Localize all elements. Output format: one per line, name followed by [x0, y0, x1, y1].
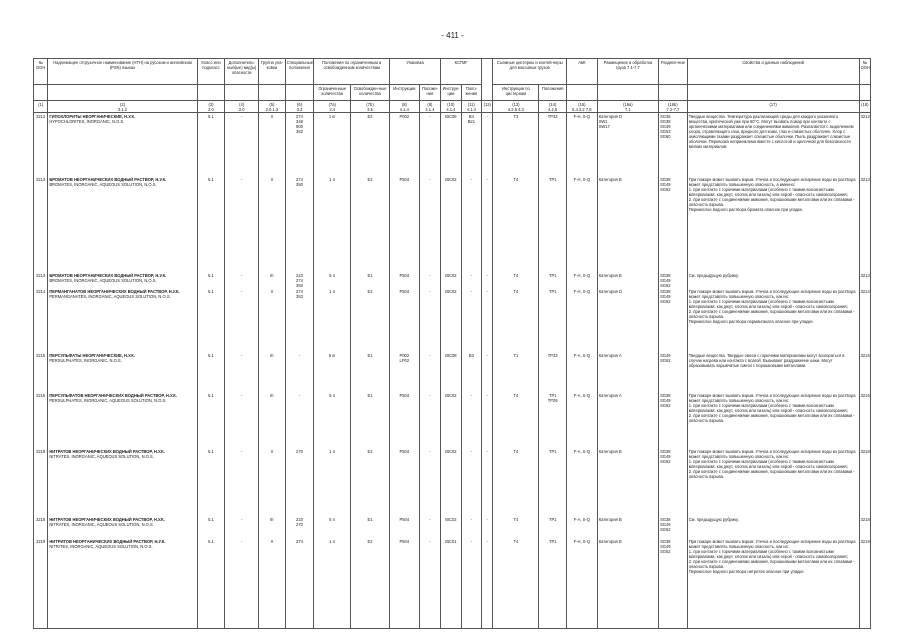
packing-provision-cell: - [419, 539, 441, 629]
ibc-instruction-cell: IBC02 [441, 449, 461, 517]
shipping-name-ru: БРОМАТОВ НЕОРГАНИЧЕСКИХ ВОДНЫЙ РАСТВОР, Н.У.К. [49, 273, 167, 278]
colnum: (3) [208, 101, 214, 107]
stowage-cell: Категория B [597, 539, 658, 629]
column-12-cell: - [482, 517, 493, 539]
colref: 3.1.2 [117, 106, 128, 112]
un-number-cell: 3213 [34, 177, 48, 273]
packing-instruction-cell: P504 [390, 273, 420, 289]
header-special-provisions: Специальные положения [285, 59, 314, 85]
colref: 2.0.1.3 [265, 106, 279, 112]
properties-cell: Твердые вещества. Температура разлагающей среды для каждого указанного вещества, критической уже при 60°C. Могут вызвать пожар при контакте с органическими материалами или соединениями аммония. Разлагаются с выделением хлора, отравляющего газа, вредного для кожи, глаз и слизистых оболочек. Хлор с окисляющими газами раздражает слизистые оболочки. Пыль раздражает слизистые оболочки. Перевозка неприемлема вместе с кислотой и щелочной для безопасности мелких материалов. [687, 113, 859, 177]
tank-instruction-cell: T4 [493, 177, 539, 273]
column-12-cell: - [482, 289, 493, 353]
header-subsidiary-risk: Дополнитель-ный(ые) вид(ы) опасности [225, 59, 259, 85]
stowage-cell: Категория B [597, 449, 658, 517]
shipping-name-ru: ПЕРМАНГАНАТОВ НЕОРГАНИЧЕСКИХ ВОДНЫЙ РАСТВОР, Н.У.К. [49, 289, 180, 294]
table-row [34, 517, 871, 539]
packing-instruction-cell: P504 [390, 177, 420, 273]
ibc-instruction-cell: IBC02 [441, 289, 461, 353]
colref: 5.4.3.2 7.8 [572, 106, 592, 112]
properties-cell: При пожаре может вызвать взрыв. Утечка и последующее испарение воды из раствора может представлять повышенную опасность, а именно: 1. при контакте с горючими материалами (особенно с такими волокнистыми материалами, как джут, хлопок или сизаль) или серой - опасность самовозгорания; 2. при контакте с соединениями аммония, порошковыми металлами или их сплавами - опасность взрыва. Перекислое водного раствора бромата опасное при упадке. [687, 177, 859, 273]
header-ems: АвК [567, 59, 598, 85]
header-packaging: Упаковка [390, 59, 441, 85]
ibc-provision-cell: - [461, 517, 481, 539]
colref: 2.0 [208, 106, 214, 112]
tank-instruction-cell: T4 [493, 393, 539, 449]
class-cell: 5.1 [197, 353, 225, 393]
colnum: (2) [119, 101, 125, 107]
class-cell: 5.1 [197, 449, 225, 517]
table-row [34, 449, 871, 517]
excepted-quantity-cell: E1 [351, 517, 390, 539]
packing-instruction-cell: P002 LP02 [390, 353, 420, 393]
header-segregation: Разделе-ние [659, 59, 688, 85]
class-cell: 5.1 [197, 539, 225, 629]
shipping-name-en: PERSULPHATES, INORGANIC, N.O.S. [49, 358, 122, 363]
header-tank-instructions: Инструкции по цистернам [493, 85, 539, 101]
colref: 4.2.5 4.3 [507, 106, 524, 112]
colnum: (7a) [328, 101, 336, 107]
header-packing-provisions: Положе-ния [419, 85, 441, 101]
header-ibc-instructions: Инструк-ции [441, 85, 461, 101]
colnum: (9) [427, 101, 433, 107]
ibc-provision-cell: B3 [461, 353, 481, 393]
header-un-number: № ООН [34, 59, 48, 85]
excepted-quantity-cell: E2 [351, 113, 390, 177]
colnum: (10) [447, 101, 455, 107]
shipping-name-ru: ПЕРСУЛЬФАТЫ НЕОРГАНИЧЕСКИЕ, Н.У.К. [49, 353, 135, 358]
segregation-cell: SG38 SG49 SG62 [659, 273, 688, 289]
properties-cell: При пожаре может вызвать взрыв. Утечка и последующее испарение воды из раствора может представлять повышенную опасность, как их: 1. при контакте с горючими материалами (особенно с такими волокнистыми материалами, как джут, хлопок или сизаль) или серой - опасность самовозгорания; 2. при контакте с соединениями аммония, порошковыми металлами или их сплавами - опасность взрыва. [687, 393, 859, 449]
packing-instruction-cell: P002 [390, 113, 420, 177]
shipping-name-en: HYPOCHLORITES, INORGANIC, N.O.S. [49, 118, 125, 124]
shipping-name-cell [48, 517, 197, 539]
header-excepted-qty: Освобожден-ные количества [351, 85, 390, 101]
segregation-cell: SG38 SG49 SG62 [659, 177, 688, 273]
table-row [34, 539, 871, 629]
packing-group-cell: III [259, 517, 286, 539]
shipping-name-en: NITRATES, INORGANIC, AQUEOUS SOLUTION, N.O.S. [49, 454, 154, 459]
segregation-cell: SG38 SG49 SG62 [659, 393, 688, 449]
packing-group-cell: III [259, 393, 286, 449]
tank-provision-cell: TP1 [539, 517, 567, 539]
tank-provision-cell: TP1 [539, 289, 567, 353]
ems-cell: F-A, S-Q [567, 449, 598, 517]
un-number-right-cell: 3214 [859, 289, 870, 353]
shipping-name-en: BROMATES, INORGANIC, AQUEOUS SOLUTION, N.O.S. [49, 182, 157, 187]
un-number-right-cell: 3213 [859, 177, 870, 273]
shipping-name-en: PERMANGANATES, INORGANIC, AQUEOUS SOLUTION, N.O.S. [49, 294, 171, 299]
class-cell: 5.1 [197, 273, 225, 289]
column-12-cell: - [482, 449, 493, 517]
limited-quantity-cell: 5 л [314, 517, 351, 539]
colnum: (17) [769, 101, 777, 107]
colnum: (14) [549, 101, 557, 107]
table-row [34, 273, 871, 289]
un-number-cell: 3216 [34, 393, 48, 449]
limited-quantity-cell: 5 л [314, 393, 351, 449]
shipping-name-cell [48, 177, 197, 273]
subsidiary-risk-cell: - [225, 113, 259, 177]
un-number-right-cell: 3216 [859, 393, 870, 449]
colnum: (8) [401, 101, 407, 107]
colref: 4.1.4 [399, 106, 409, 112]
properties-cell: См. предыдущую рубрику. [687, 517, 859, 539]
packing-instruction-cell: P504 [390, 517, 420, 539]
ems-cell: F-H, S-Q [567, 289, 598, 353]
tank-provision-cell: TP1 [539, 449, 567, 517]
header-packing-instructions: Инструкции [390, 85, 420, 101]
ibc-provision-cell: - [461, 289, 481, 353]
colnum: (4) [239, 101, 245, 107]
colnum: (7b) [366, 101, 374, 107]
stowage-cell: Категория A [597, 393, 658, 449]
packing-instruction-cell: P504 [390, 393, 420, 449]
packing-group-cell: III [259, 353, 286, 393]
colref: 4.1.4 [466, 106, 476, 112]
header-limited-quantities: Положения по ограниченным и освобожденным количествам [314, 59, 390, 85]
un-number-cell: 3213 [34, 273, 48, 289]
special-provisions-cell: - [285, 393, 314, 449]
special-provisions-cell: 274 349 900 382 [285, 113, 314, 177]
un-number-right-cell: 3218 [859, 449, 870, 517]
shipping-name-en: NITRITES, INORGANIC, AQUEOUS SOLUTION, N.O.S. [49, 544, 153, 549]
class-cell: 5.1 [197, 289, 225, 353]
excepted-quantity-cell: E2 [351, 177, 390, 273]
ibc-instruction-cell: IBC02 [441, 273, 461, 289]
packing-group-cell: II [259, 539, 286, 629]
ems-cell: F-H, S-Q [567, 113, 598, 177]
tank-provision-cell: TP1 [539, 273, 567, 289]
properties-cell: При пожаре может вызвать взрыв. Утечка и последующее испарение воды из раствора может представлять повышенную опасность, как их: 1. при контакте с горючими материалами (особенно с такими волокнистыми материалами, как джут, хлопок или сизаль) или серой - опасность самовозгорания; 2. при контакте с соединениями аммония, порошковыми металлами или их сплавами - опасность взрыва. Перекислое водного раствора нитритов опасное при упадке. [687, 539, 859, 629]
limited-quantity-cell: 5 л [314, 273, 351, 289]
tank-instruction-cell: T4 [493, 273, 539, 289]
packing-group-cell: II [259, 177, 286, 273]
colnum: (16a) [623, 101, 633, 107]
tank-instruction-cell: T3 [493, 113, 539, 177]
table-row [34, 177, 871, 273]
excepted-quantity-cell: E2 [351, 449, 390, 517]
properties-cell: При пожаре может вызвать взрыв. Утечка и последующее испарение воды из раствора может представлять повышенную опасность, как их: 1. при контакте с горючими материалами (особенно с такими волокнистыми материалами, как джут, хлопок или сизаль) или серой - опасность самовозгорания; 2. при контакте с соединениями аммония, порошковыми металлами или их сплавами - опасность взрыва. Перекислое водного раствора перманганата опасное при упадке. [687, 289, 859, 353]
ems-cell: F-A, S-Q [567, 353, 598, 393]
limited-quantity-cell: 5 кг [314, 353, 351, 393]
column-12-cell: - [482, 539, 493, 629]
column-12-cell: - [482, 273, 493, 289]
stowage-cell: Категория B [597, 177, 658, 273]
subsidiary-risk-cell: - [225, 539, 259, 629]
stowage-cell: Категория D [597, 289, 658, 353]
shipping-name-en: NITRATES, INORGANIC, AQUEOUS SOLUTION, N.O.S. [49, 522, 154, 527]
packing-group-cell: III [259, 273, 286, 289]
subsidiary-risk-cell: - [225, 289, 259, 353]
packing-provision-cell: - [419, 289, 441, 353]
colref: 2.0 [238, 106, 245, 112]
tank-instruction-cell: T4 [493, 539, 539, 629]
column-12-cell: - [482, 177, 493, 273]
column-12-cell: - [482, 113, 493, 177]
shipping-name-cell [48, 539, 197, 629]
ibc-instruction-cell: IBC02 [441, 517, 461, 539]
shipping-name-cell [48, 449, 197, 517]
special-provisions-cell: 274 350 [285, 177, 314, 273]
un-number-right-cell: 3212 [859, 113, 870, 177]
column-12-cell: - [482, 393, 493, 449]
ems-cell: F-H, S-Q [567, 539, 598, 629]
shipping-name-ru: БРОМАТОВ НЕОРГАНИЧЕСКИХ ВОДНЫЙ РАСТВОР, Н.У.К. [49, 177, 167, 182]
packing-instruction-cell: P504 [390, 449, 420, 517]
packing-provision-cell: - [419, 273, 441, 289]
un-number-cell: 3218 [34, 449, 48, 517]
colref: 4.1.4 [446, 106, 456, 112]
packing-provision-cell: - [419, 449, 441, 517]
ibc-instruction-cell: IBC02 [441, 177, 461, 273]
un-number-cell: 3212 [34, 113, 48, 177]
ems-cell: F-A, S-Q [567, 393, 598, 449]
tank-instruction-cell: T4 [493, 517, 539, 539]
ibc-provision-cell: B4 B21 [461, 113, 481, 177]
colref: 7.1 [625, 106, 631, 112]
colref: 4.1.4 [425, 106, 435, 112]
page-number: - 411 - [441, 31, 464, 40]
segregation-cell: SG49 SG62 [659, 353, 688, 393]
ibc-provision-cell: - [461, 539, 481, 629]
table-row [34, 289, 871, 353]
excepted-quantity-cell: E2 [351, 539, 390, 629]
properties-cell: Твердые вещества. Твердые смеси с горючими материалами могут возгораться в случае нагрева или контакта с влагой. Вызывают раздражение кожи. Могут образовывать взрывчатые смеси с порошковыми металлами. [687, 353, 859, 393]
tank-instruction-cell: T1 [493, 353, 539, 393]
segregation-cell: SG38 SG49 SG62 [659, 449, 688, 517]
header-ibc-provisions: Поло-жения [461, 85, 481, 101]
colref: 3.4 [329, 106, 336, 112]
packing-instruction-cell: P504 [390, 539, 420, 629]
excepted-quantity-cell: E1 [351, 393, 390, 449]
subsidiary-risk-cell: - [225, 177, 259, 273]
colref: 3.5 [367, 106, 373, 112]
table-row [34, 113, 871, 177]
table-body [34, 113, 871, 629]
limited-quantity-cell: 1 л [314, 289, 351, 353]
colref: 3.3 [296, 106, 303, 112]
special-provisions-cell: 223 270 [285, 517, 314, 539]
colnum: (15) [578, 101, 586, 107]
limited-quantity-cell: 1 л [314, 177, 351, 273]
un-number-right-cell: 3219 [859, 539, 870, 629]
packing-instruction-cell: P504 [390, 289, 420, 353]
special-provisions-cell: 274 353 [285, 289, 314, 353]
ibc-provision-cell: - [461, 273, 481, 289]
ems-cell: F-H, S-Q [567, 273, 598, 289]
colnum: (13) [512, 101, 520, 107]
properties-cell: См. предыдущую рубрику. [687, 273, 859, 289]
tank-provision-cell: TP33 [539, 113, 567, 177]
colref: 7.2-7.7 [666, 106, 680, 112]
ibc-instruction-cell: IBC08 [441, 113, 461, 177]
shipping-name-ru: ГИПОХЛОРИТЫ НЕОРГАНИЧЕСКИЕ, Н.У.К. [49, 113, 136, 119]
special-provisions-cell: 270 [285, 449, 314, 517]
header-stowage: Размещение и обработка груза 7.1-7.7 [597, 59, 658, 85]
stowage-cell: Категория A [597, 353, 658, 393]
shipping-name-ru: НИТРАТОВ НЕОРГАНИЧЕСКИХ ВОДНЫЙ РАСТВОР, Н.У.К. [49, 449, 165, 454]
dangerous-goods-list-table [33, 58, 871, 629]
header-packing-group: Группа упа-ковки [259, 59, 286, 85]
subsidiary-risk-cell: - [225, 393, 259, 449]
properties-cell: При пожаре может вызвать взрыв. Утечка и последующее испарение воды из раствора может представлять повышенную опасность, как их: 1. при контакте с горючими материалами (особенно с такими волокнистыми материалами, как джут, хлопок или сизаль) или серой - опасность самовозгорания; 2. при контакте с соединениями аммония, порошковыми металлами или их сплавами - опасность взрыва. [687, 449, 859, 517]
special-provisions-cell: 223 274 350 [285, 273, 314, 289]
special-provisions-cell: - [285, 353, 314, 393]
shipping-name-en: BROMATES, INORGANIC, AQUEOUS SOLUTION, N.O.S. [49, 278, 157, 283]
un-number-cell: 3219 [34, 539, 48, 629]
header-portable-tanks: Съемные цистерны и контей-неры для массовых грузов [493, 59, 567, 85]
tank-provision-cell: TP1 [539, 177, 567, 273]
table-row [34, 393, 871, 449]
segregation-cell: SG38 SG49 SG62 [659, 539, 688, 629]
limited-quantity-cell: 1 л [314, 539, 351, 629]
shipping-name-ru: НИТРИТОВ НЕОРГАНИЧЕСКИХ ВОДНЫЙ РАСТВОР, Н.У.К. [49, 539, 166, 544]
colnum: (1) [38, 101, 44, 107]
un-number-cell: 3214 [34, 289, 48, 353]
limited-quantity-cell: 1 л [314, 449, 351, 517]
excepted-quantity-cell: E2 [351, 289, 390, 353]
class-cell: 5.1 [197, 177, 225, 273]
shipping-name-cell [48, 289, 197, 353]
segregation-cell: SG38 SG49 SG62 [659, 289, 688, 353]
subsidiary-risk-cell: - [225, 517, 259, 539]
ibc-provision-cell: - [461, 393, 481, 449]
ems-cell: F-H, S-Q [567, 177, 598, 273]
ibc-instruction-cell: IBC02 [441, 393, 461, 449]
excepted-quantity-cell: E1 [351, 273, 390, 289]
stowage-cell: Категория B [597, 517, 658, 539]
excepted-quantity-cell: E1 [351, 353, 390, 393]
tank-instruction-cell: T4 [493, 289, 539, 353]
column-12-cell: - [482, 353, 493, 393]
colnum: (11) [467, 101, 475, 107]
shipping-name-cell [48, 113, 197, 177]
packing-provision-cell: - [419, 393, 441, 449]
colnum: (5) [269, 101, 275, 107]
packing-provision-cell: - [419, 517, 441, 539]
segregation-cell: SG38 SG49 SG62 [659, 517, 688, 539]
ibc-instruction-cell: IBC01 [441, 539, 461, 629]
colnum: (12) [483, 101, 491, 107]
header-tank-provisions: Положения [539, 85, 567, 101]
special-provisions-cell: 274 [285, 539, 314, 629]
un-number-right-cell: 3218 [859, 517, 870, 539]
packing-provision-cell: - [419, 113, 441, 177]
packing-provision-cell: - [419, 353, 441, 393]
packing-group-cell: II [259, 113, 286, 177]
shipping-name-en: PERSULPHATES, INORGANIC, AQUEOUS SOLUTION, N.O.S. [49, 398, 167, 403]
header-ibc: КСГМГ [441, 59, 482, 85]
shipping-name-cell [48, 353, 197, 393]
tank-instruction-cell: T4 [493, 449, 539, 517]
shipping-name-ru: ПЕРСУЛЬФАТОВ НЕОРГАНИЧЕСКИХ ВОДНЫЙ РАСТВОР, Н.У.К. [49, 393, 177, 398]
tank-provision-cell: TP33 [539, 353, 567, 393]
un-number-cell: 3218 [34, 517, 48, 539]
un-number-cell: 3215 [34, 353, 48, 393]
colnum: (16b) [668, 101, 678, 107]
packing-group-cell: II [259, 449, 286, 517]
header-un-number-right: № ООН [859, 59, 870, 85]
tank-provision-cell: TP1 TP29 [539, 393, 567, 449]
header-shipping-name: Надлежащее отгрузочное наименование (НТН) на русском и английском (PSN) языках [48, 59, 197, 85]
header-limited-qty: Ограниченные количества [314, 85, 351, 101]
class-cell: 5.1 [197, 393, 225, 449]
header-properties: Свойства и данные наблюдений [687, 59, 859, 85]
ems-cell: F-A, S-Q [567, 517, 598, 539]
stowage-cell: Категория B [597, 273, 658, 289]
colnum: (18) [861, 101, 869, 107]
tank-provision-cell: TP1 [539, 539, 567, 629]
subsidiary-risk-cell: - [225, 273, 259, 289]
shipping-name-ru: НИТРАТОВ НЕОРГАНИЧЕСКИХ ВОДНЫЙ РАСТВОР, Н.У.К. [49, 517, 165, 522]
packing-group-cell: II [259, 289, 286, 353]
class-cell: 5.1 [197, 517, 225, 539]
un-number-right-cell: 3215 [859, 353, 870, 393]
un-number-right-cell: 3213 [859, 273, 870, 289]
ibc-provision-cell: - [461, 177, 481, 273]
subsidiary-risk-cell: - [225, 449, 259, 517]
segregation-cell: SG35 SG38 SG49 SG53 SG60 [659, 113, 688, 177]
colnum: (6) [296, 101, 302, 107]
subsidiary-risk-cell: - [225, 353, 259, 393]
table-row [34, 353, 871, 393]
stowage-cell: Категория D SW1 SW17 [597, 113, 658, 177]
ibc-provision-cell: - [461, 449, 481, 517]
colref: 4.2.5 [548, 106, 558, 112]
header-class: Класс или подкласс [197, 59, 225, 85]
class-cell: 5.1 [197, 113, 225, 177]
packing-provision-cell: - [419, 177, 441, 273]
shipping-name-cell [48, 273, 197, 289]
ibc-instruction-cell: IBC08 [441, 353, 461, 393]
shipping-name-cell [48, 393, 197, 449]
limited-quantity-cell: 1 кг [314, 113, 351, 177]
